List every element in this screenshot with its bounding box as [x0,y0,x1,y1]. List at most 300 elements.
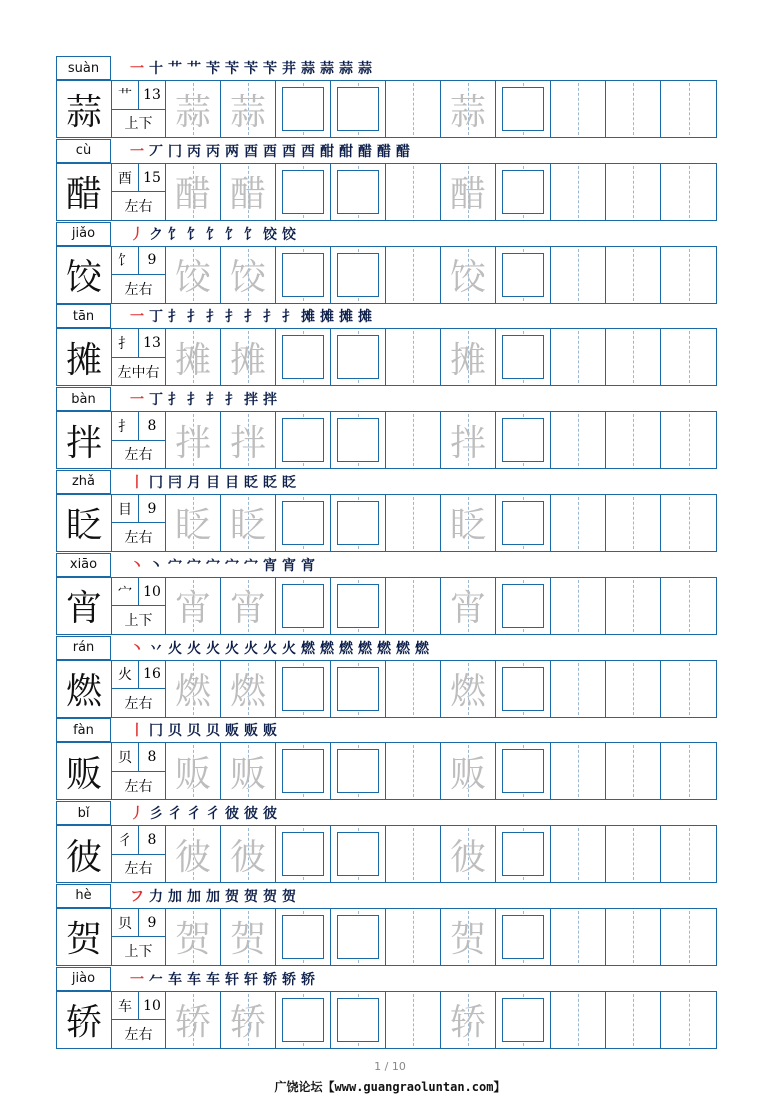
trace-cell [221,661,276,717]
boxed-practice-cell [276,81,331,137]
writing-row [56,908,717,966]
stroke-step: 火 [187,640,202,657]
entry-header [56,718,717,742]
trace-cell [166,247,221,303]
practice-box [337,667,379,711]
trace-cell [441,743,496,799]
stroke-step: 丶 [130,557,145,574]
stroke-step: 酉 [301,143,316,160]
empty-practice-cell [551,826,606,882]
boxed-practice-cell [496,743,551,799]
stroke-step: 扌 [168,309,183,326]
trace-cell [166,661,221,717]
character-entry [56,139,717,222]
trace-character: 燃 [174,671,211,713]
trace-character: 饺 [229,257,266,299]
radical: 艹 [112,81,139,109]
stroke-step: 贝 [206,723,221,740]
practice-box [282,749,324,793]
trace-character: 摊 [449,339,486,381]
stroke-step: 苄 [206,61,221,77]
empty-practice-cell [386,412,441,468]
stroke-step: 醋 [358,143,373,160]
trace-cell [166,164,221,220]
practice-box [337,253,379,297]
stroke-step: 彼 [263,806,278,823]
structure: 左右 [124,1027,153,1044]
character-info [112,329,166,385]
stroke-step: 扌 [225,392,240,409]
trace-character: 拌 [449,422,486,464]
trace-character: 燃 [229,671,266,713]
empty-practice-cell [661,826,716,882]
stroke-step: 贝 [187,723,202,740]
writing-row [56,577,717,635]
boxed-practice-cell [331,247,386,303]
stroke-step: 饣 [168,226,183,243]
trace-cell [166,826,221,882]
trace-cell [441,661,496,717]
writing-row [56,328,717,386]
pinyin-label: bàn [56,387,111,411]
structure: 左右 [124,281,153,298]
empty-practice-cell [661,661,716,717]
empty-practice-cell [606,578,661,634]
stroke-step: 眨 [263,474,278,491]
trace-character: 蒜 [449,91,486,133]
stroke-step: 轿 [282,971,297,988]
stroke-step: 饣 [206,226,221,243]
character-entry [56,718,717,801]
trace-character: 饺 [174,257,211,299]
trace-character: 彼 [229,836,266,878]
stroke-step: 贺 [244,888,259,905]
practice-box [502,418,544,462]
writing-row [56,660,717,718]
trace-character: 贺 [229,919,266,961]
writing-row [56,494,717,552]
stroke-count: 8 [147,417,157,434]
trace-character: 蒜 [174,91,211,133]
boxed-practice-cell [276,992,331,1048]
boxed-practice-cell [331,992,386,1048]
stroke-count: 15 [143,169,161,186]
stroke-step: 蒜 [339,61,354,77]
stroke-step: 一 [130,392,145,409]
trace-character: 眨 [229,505,266,547]
stroke-count: 16 [143,666,161,683]
stroke-step: 丆 [149,143,164,160]
stroke-step: 冃 [168,474,183,491]
stroke-step: 丨 [130,474,145,491]
stroke-step: 扌 [282,309,297,326]
stroke-step: 十 [149,61,164,77]
character-info [112,992,166,1048]
pinyin-label: rán [56,636,111,660]
empty-practice-cell [386,826,441,882]
structure: 上下 [124,116,153,133]
stroke-step: 车 [206,971,221,988]
empty-practice-cell [386,578,441,634]
practice-box [502,501,544,545]
empty-practice-cell [551,909,606,965]
trace-cell [166,329,221,385]
trace-cell [441,578,496,634]
stroke-step: 酉 [282,143,297,160]
stroke-step: 彳 [206,806,221,823]
pinyin-label: jiǎo [56,222,111,246]
stroke-step: 扌 [187,392,202,409]
empty-practice-cell [551,329,606,385]
stroke-step: 燃 [320,640,335,657]
model-character: 轿 [57,992,112,1048]
stroke-step: 艹 [187,61,202,77]
character-info [112,661,166,717]
character-entry [56,553,717,636]
stroke-step: 丁 [149,309,164,326]
practice-box [337,501,379,545]
stroke-step: 贺 [282,888,297,905]
trace-character: 拌 [174,422,211,464]
practice-box [337,170,379,214]
empty-practice-cell [606,826,661,882]
practice-box [282,584,324,628]
stroke-order-sequence [130,57,373,79]
trace-cell [166,81,221,137]
entry-header [56,801,717,825]
stroke-step: 丿 [130,226,145,243]
stroke-step: 彼 [225,806,240,823]
stroke-step: 摊 [320,309,335,326]
stroke-step: 冂 [168,143,183,160]
empty-practice-cell [661,743,716,799]
empty-practice-cell [661,81,716,137]
page-number: 1 / 10 [374,1060,406,1073]
stroke-step: 加 [168,888,183,905]
stroke-order-sequence [130,388,278,410]
empty-practice-cell [551,412,606,468]
stroke-step: 醋 [396,143,411,160]
boxed-practice-cell [276,329,331,385]
trace-character: 宵 [174,588,211,630]
boxed-practice-cell [496,247,551,303]
practice-box [337,335,379,379]
trace-cell [166,992,221,1048]
stroke-step: 轿 [301,971,316,988]
stroke-step: 彡 [149,806,164,823]
trace-cell [221,81,276,137]
boxed-practice-cell [331,743,386,799]
empty-practice-cell [606,992,661,1048]
trace-character: 蒜 [229,91,266,133]
structure: 左右 [124,778,153,795]
stroke-step: ク [149,226,164,243]
stroke-step: 火 [206,640,221,657]
trace-character: 醋 [174,174,211,216]
character-info [112,826,166,882]
boxed-practice-cell [331,164,386,220]
practice-box [502,253,544,297]
empty-practice-cell [551,247,606,303]
stroke-order-sequence [130,637,430,659]
boxed-practice-cell [331,81,386,137]
writing-row [56,825,717,883]
trace-cell [166,578,221,634]
empty-practice-cell [386,164,441,220]
practice-box [502,667,544,711]
character-info [112,81,166,137]
practice-box [337,584,379,628]
trace-character: 贩 [449,753,486,795]
empty-practice-cell [606,81,661,137]
practice-sheet [56,56,717,1050]
trace-character: 眨 [174,505,211,547]
practice-box [337,87,379,131]
stroke-step: 燃 [415,640,430,657]
practice-box [502,335,544,379]
stroke-step: 月 [187,474,202,491]
empty-practice-cell [386,909,441,965]
boxed-practice-cell [331,826,386,882]
practice-box [337,998,379,1042]
empty-practice-cell [661,578,716,634]
empty-practice-cell [661,247,716,303]
empty-practice-cell [386,329,441,385]
trace-cell [441,164,496,220]
character-info [112,495,166,551]
stroke-step: 摊 [358,309,373,326]
structure: 上下 [124,613,153,630]
empty-practice-cell [551,164,606,220]
stroke-step: 宀 [225,557,240,574]
structure: 左右 [124,861,153,878]
structure: 左右 [124,447,153,464]
trace-cell [441,909,496,965]
radical: 酉 [112,164,139,192]
entry-header [56,884,717,908]
radical: 贝 [112,909,139,937]
empty-practice-cell [661,992,716,1048]
boxed-practice-cell [276,578,331,634]
stroke-step: 丷 [149,640,164,657]
boxed-practice-cell [496,909,551,965]
model-character: 燃 [57,661,112,717]
empty-practice-cell [606,247,661,303]
empty-practice-cell [551,743,606,799]
model-character: 拌 [57,412,112,468]
practice-box [502,915,544,959]
practice-box [502,170,544,214]
trace-cell [221,909,276,965]
trace-cell [441,247,496,303]
stroke-step: 一 [130,143,145,160]
radical: 目 [112,495,139,523]
trace-cell [221,743,276,799]
empty-practice-cell [386,992,441,1048]
radical: 宀 [112,578,139,606]
trace-character: 宵 [449,588,486,630]
trace-cell [166,743,221,799]
stroke-step: 彼 [244,806,259,823]
stroke-step: 宵 [263,557,278,574]
radical: 火 [112,661,139,689]
stroke-step: 蒜 [358,61,373,77]
stroke-order-sequence [130,471,297,493]
stroke-step: 宀 [244,557,259,574]
stroke-step: 加 [206,888,221,905]
boxed-practice-cell [496,495,551,551]
trace-character: 轿 [449,1002,486,1044]
stroke-step: 茾 [282,61,297,77]
stroke-step: 丶 [130,640,145,657]
entry-header [56,304,717,328]
character-info [112,164,166,220]
trace-character: 燃 [449,671,486,713]
empty-practice-cell [606,329,661,385]
boxed-practice-cell [496,164,551,220]
stroke-step: 车 [168,971,183,988]
stroke-step: 火 [282,640,297,657]
stroke-step: 轩 [225,971,240,988]
stroke-step: 饺 [282,226,297,243]
stroke-step: 宀 [187,557,202,574]
stroke-step: 丙 [187,143,202,160]
model-character: 醋 [57,164,112,220]
stroke-step: 扌 [168,392,183,409]
stroke-step: 宀 [206,557,221,574]
practice-box [502,998,544,1042]
stroke-step: 苄 [244,61,259,77]
practice-box [282,667,324,711]
trace-cell [441,81,496,137]
stroke-step: 目 [206,474,221,491]
stroke-count: 10 [143,583,161,600]
practice-box [502,749,544,793]
model-character: 饺 [57,247,112,303]
stroke-order-sequence [130,968,316,990]
trace-cell [441,412,496,468]
trace-cell [221,826,276,882]
stroke-step: 贩 [263,723,278,740]
stroke-order-sequence [130,885,297,907]
stroke-step: 酣 [339,143,354,160]
trace-character: 贺 [174,919,211,961]
stroke-step: 两 [225,143,240,160]
pinyin-label: cù [56,139,111,163]
stroke-step: 扌 [206,392,221,409]
pinyin-label: suàn [56,56,111,80]
practice-box [337,749,379,793]
boxed-practice-cell [276,743,331,799]
stroke-step: 醋 [377,143,392,160]
entry-header [56,222,717,246]
practice-box [282,253,324,297]
empty-practice-cell [606,743,661,799]
boxed-practice-cell [496,81,551,137]
practice-box [502,832,544,876]
character-entry [56,470,717,553]
empty-practice-cell [606,909,661,965]
model-character: 贩 [57,743,112,799]
empty-practice-cell [606,412,661,468]
stroke-step: 拌 [263,392,278,409]
trace-cell [166,412,221,468]
entry-header [56,387,717,411]
stroke-step: 饣 [187,226,202,243]
boxed-practice-cell [331,412,386,468]
boxed-practice-cell [331,495,386,551]
model-character: 彼 [57,826,112,882]
empty-practice-cell [606,661,661,717]
boxed-practice-cell [496,578,551,634]
radical: 贝 [112,743,139,771]
stroke-step: 艹 [168,61,183,77]
boxed-practice-cell [276,412,331,468]
entry-header [56,470,717,494]
stroke-step: 加 [187,888,202,905]
radical: 彳 [112,826,139,854]
empty-practice-cell [386,81,441,137]
pinyin-label: hè [56,884,111,908]
trace-cell [221,992,276,1048]
practice-box [282,170,324,214]
writing-row [56,80,717,138]
empty-practice-cell [551,578,606,634]
empty-practice-cell [661,412,716,468]
stroke-step: 酉 [244,143,259,160]
character-info [112,247,166,303]
stroke-count: 10 [143,997,161,1014]
empty-practice-cell [551,992,606,1048]
model-character: 宵 [57,578,112,634]
stroke-step: 火 [225,640,240,657]
practice-box [502,87,544,131]
boxed-practice-cell [276,247,331,303]
practice-box [337,418,379,462]
trace-character: 彼 [174,836,211,878]
practice-box [502,584,544,628]
stroke-step: 苄 [263,61,278,77]
practice-box [337,832,379,876]
boxed-practice-cell [276,495,331,551]
stroke-step: 扌 [206,309,221,326]
trace-cell [441,329,496,385]
entry-header [56,967,717,991]
stroke-step: 一 [130,61,145,77]
stroke-step: 燃 [339,640,354,657]
pinyin-label: fàn [56,718,111,742]
stroke-step: 丿 [130,806,145,823]
stroke-step: 宀 [168,557,183,574]
empty-practice-cell [551,495,606,551]
empty-practice-cell [386,743,441,799]
stroke-step: 饣 [244,226,259,243]
pinyin-label: bǐ [56,801,111,825]
stroke-step: 扌 [225,309,240,326]
stroke-step: 目 [225,474,240,491]
model-character: 贺 [57,909,112,965]
structure: 左中右 [117,364,160,381]
trace-cell [221,164,276,220]
stroke-step: 丶 [149,557,164,574]
trace-cell [441,495,496,551]
stroke-step: 轩 [244,971,259,988]
structure: 上下 [124,944,153,961]
trace-cell [441,826,496,882]
empty-practice-cell [661,164,716,220]
stroke-count: 9 [147,914,157,931]
practice-box [282,915,324,959]
